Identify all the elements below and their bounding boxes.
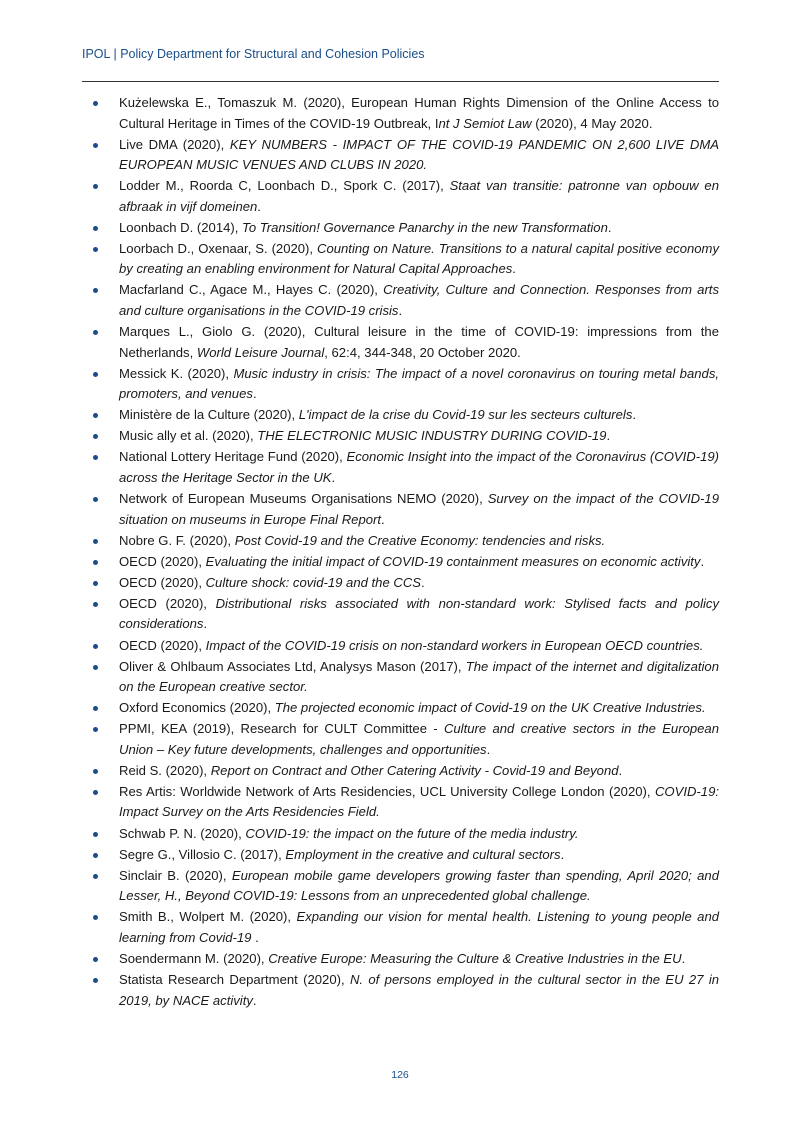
reference-text: OECD (2020), xyxy=(119,574,206,590)
reference-suffix: . xyxy=(681,950,686,966)
reference-suffix: . xyxy=(700,553,705,569)
reference-suffix: . xyxy=(331,469,336,485)
reference-text: Nobre G. F. (2020), xyxy=(119,532,235,548)
reference-suffix: . xyxy=(632,407,637,423)
reference-text: Lodder M., Roorda C, Loonbach D., Spork C. (2017), xyxy=(119,178,450,194)
reference-text: Schwab P. N. (2020), xyxy=(119,825,246,841)
reference-suffix: . xyxy=(560,846,565,862)
reference-item xyxy=(82,426,719,447)
bullet-icon xyxy=(93,497,98,502)
reference-title: Staat van transitie: patronne van opbouw en afbraak in vijf domeinen xyxy=(119,178,719,214)
reference-suffix: . xyxy=(252,386,257,402)
header-divider xyxy=(82,81,719,82)
reference-suffix: . xyxy=(618,762,623,778)
reference-title: Impact of the COVID-19 crisis on non-standard workers in European OECD countries. xyxy=(205,637,704,653)
reference-suffix: . xyxy=(252,992,257,1008)
reference-item xyxy=(82,949,719,970)
bullet-icon xyxy=(93,560,98,565)
reference-text: Oliver & Ohlbaum Associates Ltd, Analysys Mason (2017), xyxy=(119,658,466,674)
reference-item xyxy=(82,447,719,488)
reference-item xyxy=(82,239,719,280)
bullet-icon xyxy=(93,372,98,377)
reference-item xyxy=(82,636,719,657)
reference-text: Reid S. (2020), xyxy=(119,762,211,778)
reference-title: Counting on Nature. Transitions to a natural capital positive economy by creating an enabling environment for Natural Capital Approaches xyxy=(119,240,719,277)
reference-title: The projected economic impact of Covid-19 on the UK Creative Industries. xyxy=(274,700,706,716)
bullet-icon xyxy=(93,101,98,106)
reference-title: Culture shock: covid-19 and the CCS xyxy=(205,574,422,590)
bullet-icon xyxy=(93,915,98,920)
reference-suffix: (2020), 4 May 2020. xyxy=(531,115,653,131)
page-number: 126 xyxy=(391,1069,409,1081)
reference-text: Live DMA (2020), xyxy=(119,136,230,152)
reference-text: Messick K. (2020), xyxy=(119,365,234,381)
bullet-icon xyxy=(93,790,98,795)
bullet-icon xyxy=(93,455,98,460)
reference-title: THE ELECTRONIC MUSIC INDUSTRY DURING COVID-19 xyxy=(257,428,607,444)
bullet-icon xyxy=(93,706,98,711)
reference-text: Ministère de la Culture (2020), xyxy=(119,407,299,423)
reference-item xyxy=(82,573,719,594)
reference-item xyxy=(82,970,719,1011)
bullet-icon xyxy=(93,602,98,607)
bullet-icon xyxy=(93,288,98,293)
reference-title: Economic Insight into the impact of the Coronavirus (COVID-19) across the Heritage Sector in the UK xyxy=(119,449,719,485)
reference-item xyxy=(82,176,719,217)
reference-text: Oxford Economics (2020), xyxy=(119,700,275,716)
reference-item xyxy=(82,698,719,719)
reference-text: OECD (2020), xyxy=(119,637,206,653)
reference-title: Distributional risks associated with non-standard work: Stylised facts and policy considerations xyxy=(119,595,719,632)
bullet-icon xyxy=(93,330,98,335)
reference-item xyxy=(82,782,719,823)
reference-text: OECD (2020), xyxy=(119,595,216,611)
reference-suffix: . xyxy=(257,198,261,214)
reference-text: Smith B., Wolpert M. (2020), xyxy=(119,909,297,925)
reference-item xyxy=(82,135,719,176)
reference-title: nt J Semiot Law xyxy=(438,115,532,131)
reference-suffix: . xyxy=(607,219,612,235)
bullet-icon xyxy=(93,539,98,544)
reference-title: World Leisure Journal xyxy=(196,344,325,360)
reference-suffix: , 62:4, 344-348, 20 October 2020. xyxy=(324,344,521,360)
bullet-icon xyxy=(93,727,98,732)
reference-suffix: . xyxy=(381,511,385,527)
reference-item xyxy=(82,280,719,321)
reference-title: Creativity, Culture and Connection. Responses from arts and culture organisations in the COVID-19 crisis xyxy=(119,282,719,318)
reference-text: Marques L., Giolo G. (2020), Cultural leisure in the time of COVID-19: impressions from the Netherlands, xyxy=(119,324,719,360)
reference-title: Post Covid-19 and the Creative Economy: tendencies and risks. xyxy=(234,532,606,548)
reference-item xyxy=(82,93,719,134)
running-header: IPOL | Policy Department for Structural and Cohesion Policies xyxy=(82,47,425,61)
reference-item xyxy=(82,364,719,405)
reference-suffix: . xyxy=(251,929,259,945)
reference-title: The impact of the internet and digitalization on the European creative sector. xyxy=(119,658,719,695)
reference-text: Soendermann M. (2020), xyxy=(119,950,269,966)
reference-item xyxy=(82,907,719,948)
reference-suffix: . xyxy=(486,741,491,757)
reference-title: Creative Europe: Measuring the Culture & Creative Industries in the EU xyxy=(268,950,682,966)
bullet-icon xyxy=(93,581,98,586)
bullet-icon xyxy=(93,226,98,231)
reference-text: OECD (2020), xyxy=(119,553,206,569)
bullet-icon xyxy=(93,978,98,983)
reference-suffix: . xyxy=(421,574,425,590)
reference-item xyxy=(82,405,719,426)
reference-item xyxy=(82,218,719,239)
reference-suffix: . xyxy=(512,261,516,277)
reference-item xyxy=(82,594,719,635)
reference-text: Macfarland C., Agace M., Hayes C. (2020), xyxy=(119,282,384,298)
reference-title: Employment in the creative and cultural sectors xyxy=(285,846,561,862)
reference-text: Segre G., Villosio C. (2017), xyxy=(119,846,286,862)
reference-title: Evaluating the initial impact of COVID-19 containment measures on economic activity xyxy=(205,553,701,569)
reference-item xyxy=(82,866,719,907)
bullet-icon xyxy=(93,644,98,649)
reference-item xyxy=(82,657,719,698)
bullet-icon xyxy=(93,874,98,879)
reference-text: Loonbach D. (2014), xyxy=(119,219,243,235)
bullet-icon xyxy=(93,832,98,837)
reference-item xyxy=(82,761,719,782)
reference-title: To Transition! Governance Panarchy in the new Transformation xyxy=(242,219,608,235)
bullet-icon xyxy=(93,957,98,962)
bullet-icon xyxy=(93,769,98,774)
bullet-icon xyxy=(93,853,98,858)
reference-title: COVID-19: Impact Survey on the Arts Residencies Field. xyxy=(119,783,719,820)
reference-list xyxy=(82,93,719,1012)
reference-item xyxy=(82,531,719,552)
reference-text: National Lottery Heritage Fund (2020), xyxy=(119,449,347,465)
reference-title: N. of persons employed in the cultural sector in the EU 27 in 2019, by NACE activity xyxy=(119,972,720,1008)
reference-text: Loorbach D., Oxenaar, S. (2020), xyxy=(119,240,317,256)
reference-title: Report on Contract and Other Catering Activity - Covid-19 and Beyond xyxy=(210,762,619,778)
reference-title: Culture and creative sectors in the European Union – Key future developments, challenges and opportunities xyxy=(119,721,719,757)
reference-title: COVID-19: the impact on the future of the media industry. xyxy=(245,825,579,841)
reference-title: L'impact de la crise du Covid-19 sur les secteurs culturels xyxy=(298,407,633,423)
reference-item xyxy=(82,824,719,845)
reference-text: Statista Research Department (2020), xyxy=(119,972,350,988)
reference-text: Music ally et al. (2020), xyxy=(119,428,258,444)
bullet-icon xyxy=(93,184,98,189)
reference-item xyxy=(82,719,719,760)
reference-text: PPMI, KEA (2019), Research for CULT Committee - xyxy=(119,721,444,737)
reference-text: Res Artis: Worldwide Network of Arts Residencies, UCL University College London (2020), xyxy=(119,783,655,799)
reference-item xyxy=(82,489,719,530)
reference-text: Kużelewska E., Tomaszuk M. (2020), European Human Rights Dimension of the Online Access to Cultural Heritage in Times of the COVID-19 Outbreak, I xyxy=(119,95,719,131)
reference-text: Sinclair B. (2020), xyxy=(119,867,232,883)
bullet-icon xyxy=(93,143,98,148)
reference-item xyxy=(82,322,719,363)
reference-suffix: . xyxy=(203,616,208,632)
reference-item xyxy=(82,552,719,573)
reference-suffix: . xyxy=(606,428,611,444)
bullet-icon xyxy=(93,434,98,439)
reference-title: Expanding our vision for mental health. Listening to young people and learning from Covid-19 xyxy=(119,909,720,945)
reference-title: Music industry in crisis: The impact of a novel coronavirus on touring metal bands, promoters, and venues xyxy=(119,365,719,402)
reference-title: Survey on the impact of the COVID-19 situation on museums in Europe Final Report xyxy=(119,491,719,527)
reference-title: KEY NUMBERS - IMPACT OF THE COVID-19 PANDEMIC ON 2,600 LIVE DMA EUROPEAN MUSIC VENUES AND CLUBS IN 2020. xyxy=(119,136,719,173)
reference-suffix: . xyxy=(398,302,403,318)
reference-text: Network of European Museums Organisations NEMO (2020), xyxy=(119,491,488,507)
bullet-icon xyxy=(93,665,98,670)
reference-item xyxy=(82,845,719,866)
bullet-icon xyxy=(93,413,98,418)
bullet-icon xyxy=(93,247,98,252)
reference-title: European mobile game developers growing faster than spending, April 2020; and Lesser, H., Beyond COVID-19: Lessons from an unprecedented global challenge. xyxy=(119,867,719,904)
